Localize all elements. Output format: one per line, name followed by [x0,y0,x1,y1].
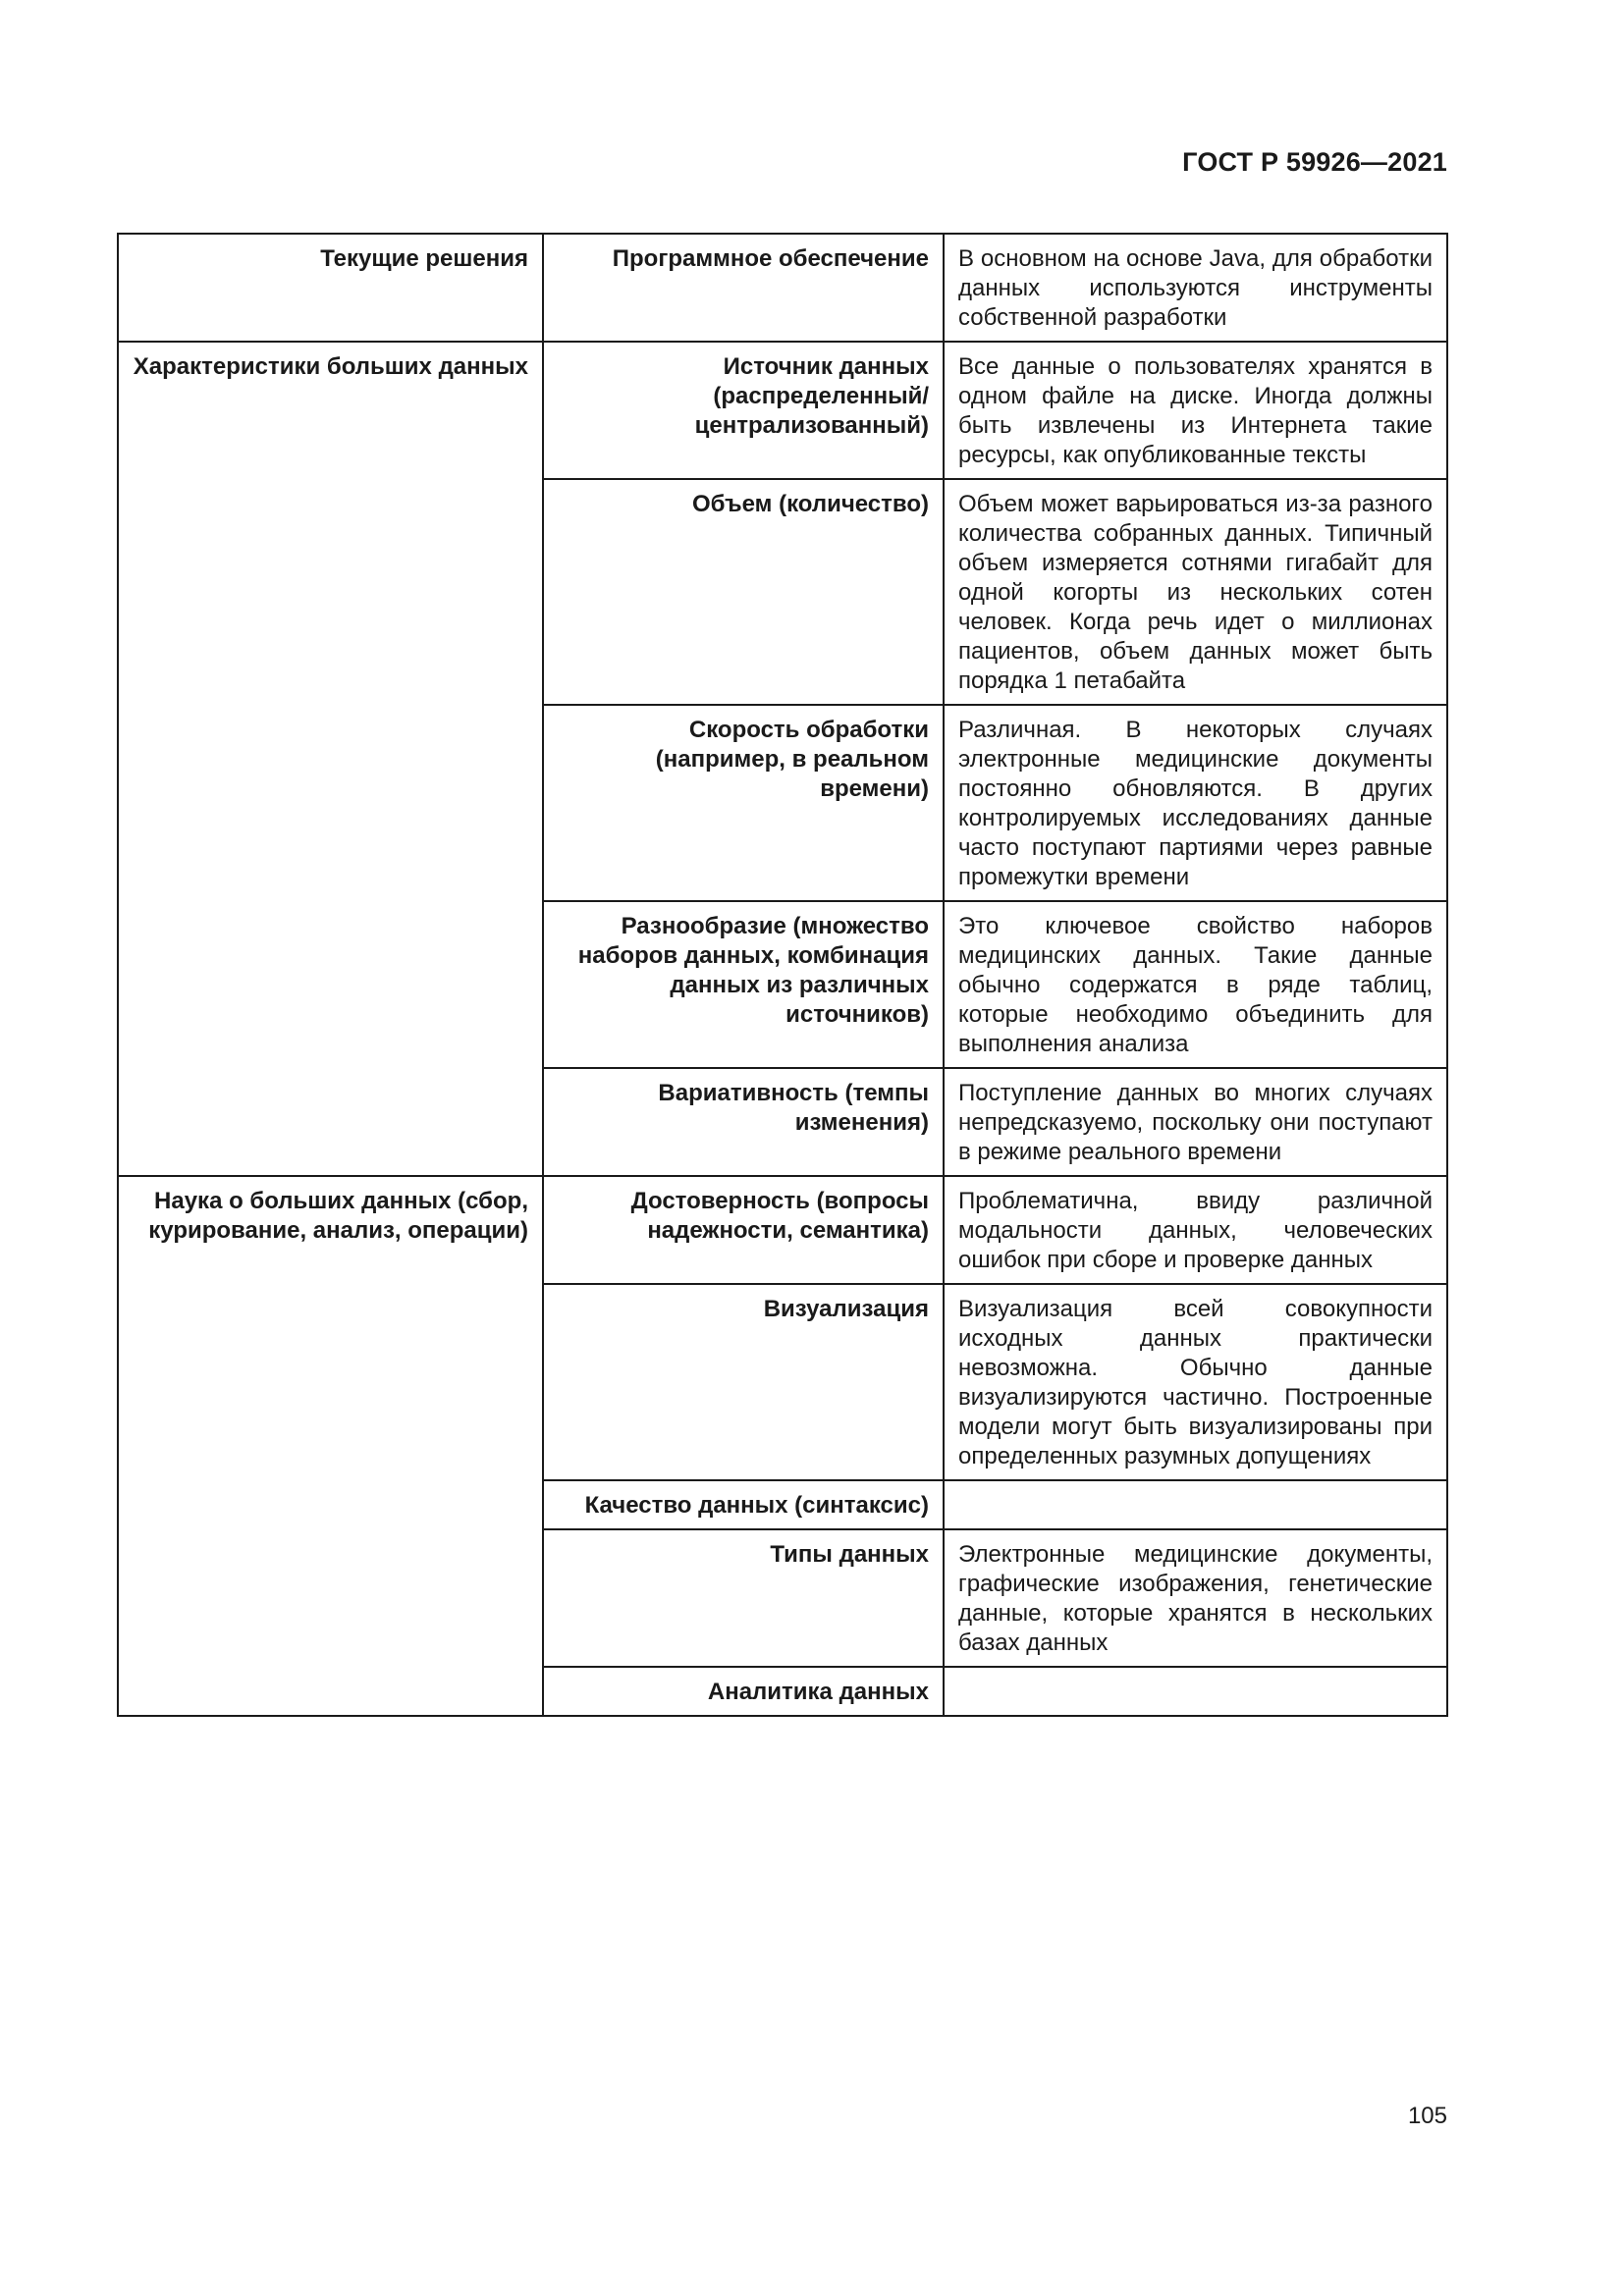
attribute-cell: Объем (количество) [543,479,944,705]
group-big-data-science: Наука о больших данных (сбор, курирование, анализ, операции) [118,1176,543,1716]
table-row [118,234,1447,342]
attribute-cell: Скорость обработки (например, в реальном времени) [543,705,944,901]
attribute-cell: Качество данных (синтаксис) [543,1480,944,1529]
description-cell: Визуализация всей совокупности исходных данных практически невозможна. Обычно данные визуализируются частично. Построенные модели могут быть визуализированы при определенных разумных допущениях [944,1284,1447,1480]
attribute-cell: Визуализация [543,1284,944,1480]
attribute-cell: Вариативность (темпы изменения) [543,1068,944,1176]
attribute-cell: Типы данных [543,1529,944,1667]
attribute-cell: Разнообразие (множество наборов данных, комбинация данных из различных источников) [543,901,944,1068]
attribute-cell: Программное обеспечение [543,234,944,342]
requirements-table [117,233,1448,1717]
description-cell: Объем может варьироваться из-за разного количества собранных данных. Типичный объем измеряется сотнями гигабайт для одной когорты из нескольких сотен человек. Когда речь идет о миллионах пациентов, объем данных может быть порядка 1 петабайта [944,479,1447,705]
attribute-cell: Достоверность (вопросы надежности, семантика) [543,1176,944,1284]
attribute-cell: Аналитика данных [543,1667,944,1716]
page-number: 105 [1407,2103,1447,2129]
table-row [118,342,1447,479]
description-cell: Это ключевое свойство наборов медицинских данных. Такие данные обычно содержатся в ряде таблиц, которые необходимо объединить для выполнения анализа [944,901,1447,1068]
description-cell: Поступление данных во многих случаях непредсказуемо, поскольку они поступают в режиме реального времени [944,1068,1447,1176]
description-cell [944,1667,1447,1716]
description-cell: Все данные о пользователях хранятся в одном файле на диске. Иногда должны быть извлечены из Интернета такие ресурсы, как опубликованные тексты [944,342,1447,479]
attribute-cell: Источник данных (распределенный/ централизованный) [543,342,944,479]
description-cell: Различная. В некоторых случаях электронные медицинские документы постоянно обновляются. В других контролируемых исследованиях данные часто поступают партиями через равные промежутки времени [944,705,1447,901]
table-row [118,1176,1447,1284]
document-header: ГОСТ Р 59926—2021 [1182,147,1447,177]
group-current-solutions: Текущие решения [118,234,543,342]
description-cell: Электронные медицинские документы, графические изображения, генетические данные, которые хранятся в нескольких базах данных [944,1529,1447,1667]
group-big-data-characteristics: Характеристики больших данных [118,342,543,1176]
description-cell [944,1480,1447,1529]
description-cell: Проблематична, ввиду различной модальности данных, человеческих ошибок при сборе и проверке данных [944,1176,1447,1284]
description-cell: В основном на основе Java, для обработки данных используются инструменты собственной разработки [944,234,1447,342]
